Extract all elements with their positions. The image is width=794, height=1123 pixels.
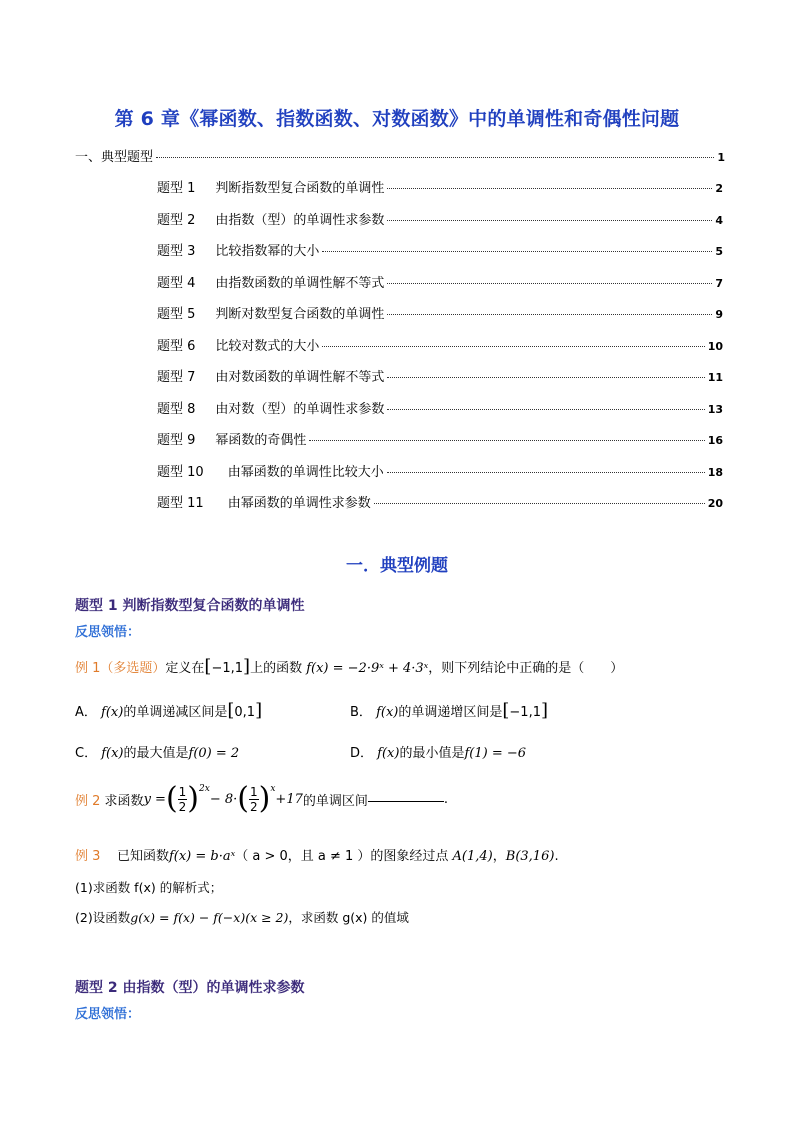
toc-item-text: 比较对数式的大小	[215, 338, 320, 354]
toc-item-label: 题型 9	[157, 433, 196, 448]
toc-item-text: 判断对数型复合函数的单调性	[215, 307, 385, 322]
example-3	[75, 845, 559, 864]
option-b-func: f(x)	[376, 705, 399, 720]
example-3-q2	[75, 908, 409, 926]
bracket: ]	[540, 700, 549, 721]
toc-item-label: 题型 7	[157, 370, 196, 385]
toc-item-page: 18	[707, 465, 723, 479]
example-1-post: ，则下列结论中正确的是（ ）	[428, 661, 624, 676]
toc-leader	[387, 283, 712, 284]
example-2-plus: +17	[275, 791, 303, 807]
toc-item[interactable]	[157, 429, 723, 447]
toc-item-text: 由对数（型）的单调性求参数	[215, 401, 385, 417]
option-c-text: 的最大值是	[123, 746, 189, 761]
option-b-value: −1,1	[509, 705, 541, 720]
option-c-func: f(x)	[101, 746, 124, 761]
example-2-minus: − 8·	[209, 791, 238, 807]
toc-item-text: 由幂函数的单调性比较大小	[227, 464, 384, 480]
option-d-value: f(1) = −6	[464, 746, 527, 761]
example-3-pre: 已知函数	[116, 849, 169, 864]
toc-item-page: 13	[707, 402, 723, 416]
toc-item[interactable]	[157, 461, 723, 479]
toc-item[interactable]	[157, 398, 723, 416]
paren-right: )	[258, 781, 271, 816]
toc-item-label: 题型 3	[157, 244, 196, 259]
toc-leader	[374, 503, 705, 504]
example-1-question	[75, 656, 623, 677]
fraction	[178, 785, 188, 814]
type2-heading: 题型 2 由指数（型）的单调性求参数	[75, 980, 305, 996]
example-2-pre: 求函数	[104, 793, 144, 809]
toc-item[interactable]	[157, 177, 723, 195]
toc-leader	[387, 314, 712, 315]
fraction-den: 2	[178, 799, 187, 814]
exponent-2: x	[270, 784, 276, 794]
toc-top-page: 1	[717, 151, 725, 164]
q2-pre: (2)设函数	[75, 910, 131, 925]
example-3-sep: ，	[492, 849, 506, 864]
toc-item-page: 11	[707, 371, 723, 384]
toc-leader	[387, 409, 704, 410]
example-3-cond: （ a > 0，且 a ≠ 1 ）的图象经过点	[235, 849, 449, 864]
option-b-text: 的单调递增区间是	[398, 705, 503, 720]
example-1-mid: 上的函数	[250, 661, 303, 676]
example-2-label: 例 2	[75, 793, 101, 809]
toc-item-text: 幂函数的奇偶性	[215, 433, 307, 448]
point-b: B(3,16)	[505, 849, 555, 864]
toc-item-page: 16	[707, 434, 723, 447]
example-1-label: 例 1（多选题）	[75, 661, 166, 676]
example-3-q1: (1)求函数 f(x) 的解析式；	[75, 880, 223, 895]
toc-leader	[387, 472, 705, 473]
toc-item-label: 题型 5	[157, 307, 196, 322]
section-title: 一．典型例题	[346, 556, 448, 576]
answer-blank[interactable]	[368, 801, 444, 802]
option-c-value: f(0) = 2	[188, 746, 240, 761]
option-b-label: B．	[350, 705, 372, 720]
toc-item-page: 2	[715, 182, 723, 195]
toc-item-text: 由指数函数的单调性解不等式	[215, 275, 385, 291]
bracket: ]	[255, 700, 263, 721]
toc-item-label: 题型 1	[157, 181, 196, 196]
toc-item[interactable]	[157, 335, 723, 353]
type1-reflect: 反思领悟：	[75, 625, 141, 640]
toc-top[interactable]	[75, 146, 725, 164]
domain-bracket: [	[204, 656, 212, 677]
fraction-den: 2	[249, 799, 258, 814]
fraction-num: 1	[178, 784, 187, 799]
example-1-pre: 定义在	[165, 661, 205, 676]
example-2	[75, 781, 449, 816]
toc-top-label: 一、典型题型	[75, 150, 154, 165]
toc-item-text: 判断指数型复合函数的单调性	[215, 181, 385, 196]
toc-item-label: 题型 8	[157, 401, 196, 417]
toc-item[interactable]	[157, 366, 723, 384]
toc-item-page: 10	[707, 339, 723, 353]
option-a-label: A．	[75, 705, 97, 720]
example-2-post: 的单调区间	[302, 793, 368, 809]
option-a[interactable]	[75, 700, 262, 721]
option-a-func: f(x)	[101, 705, 124, 720]
toc-item-page: 9	[715, 308, 723, 321]
toc-item-label: 题型 11	[157, 496, 204, 511]
option-c[interactable]	[75, 742, 239, 761]
option-d-text: 的最小值是	[399, 746, 465, 761]
exponent-1: 2x	[199, 784, 210, 794]
example-2-y: y =	[143, 791, 166, 807]
option-a-value: 0,1	[234, 705, 256, 720]
example-3-label: 例 3	[75, 849, 101, 864]
toc-item-page: 4	[715, 213, 723, 227]
example-3-end: .	[554, 849, 559, 864]
q2-func: g(x) = f(x) − f(−x)(x ≥ 2)	[130, 910, 289, 925]
example-3-func: f(x) = b·aˣ	[168, 849, 236, 864]
domain-bracket-close: ]	[243, 656, 251, 677]
option-d-func: f(x)	[377, 746, 400, 761]
toc-item-text: 由对数函数的单调性解不等式	[215, 370, 385, 385]
page-title: 第 6 章《幂函数、指数函数、对数函数》中的单调性和奇偶性问题	[114, 108, 680, 130]
example-1-func: f(x) = −2·9ˣ + 4·3ˣ	[306, 661, 429, 676]
toc-item-page: 5	[715, 245, 723, 258]
toc-item[interactable]	[157, 492, 723, 510]
toc-leader	[322, 346, 704, 347]
bracket: [	[502, 700, 510, 721]
toc-item-label: 题型 2	[157, 212, 196, 228]
toc-item[interactable]	[157, 240, 723, 258]
option-d-label: D．	[350, 746, 374, 761]
option-d[interactable]	[350, 742, 526, 761]
fraction-num: 1	[249, 784, 258, 799]
toc-item-label: 题型 10	[157, 464, 204, 480]
paren-right: )	[187, 781, 200, 816]
toc-item[interactable]	[157, 303, 723, 321]
toc-leader	[309, 440, 704, 441]
example-1-domain: −1,1	[211, 661, 244, 676]
point-a: A(1,4)	[452, 849, 493, 864]
toc-item-page: 7	[715, 276, 723, 290]
toc-item-text: 由幂函数的单调性求参数	[227, 496, 371, 511]
toc-item-text: 比较指数幂的大小	[215, 244, 320, 259]
toc-item-page: 20	[707, 497, 723, 510]
option-b[interactable]	[350, 700, 548, 721]
type1-heading: 题型 1 判断指数型复合函数的单调性	[75, 598, 305, 614]
paren-left: (	[237, 781, 249, 816]
toc-leader	[387, 220, 712, 221]
option-c-label: C．	[75, 746, 98, 761]
option-a-text: 的单调递减区间是	[123, 705, 228, 720]
toc-item[interactable]	[157, 272, 723, 290]
paren-left: (	[165, 781, 178, 816]
bracket: [	[227, 700, 235, 721]
toc-item-text: 由指数（型）的单调性求参数	[215, 212, 385, 228]
toc-item-label: 题型 4	[157, 275, 196, 291]
toc-item[interactable]	[157, 209, 723, 227]
q2-post: ，求函数 g(x) 的值域	[288, 910, 409, 925]
toc-leader	[387, 188, 712, 189]
fraction	[249, 785, 259, 814]
toc-leader	[387, 377, 704, 378]
example-2-end: .	[443, 791, 449, 807]
toc-item-label: 题型 6	[157, 338, 196, 354]
toc-leader	[322, 251, 712, 252]
toc-leader	[156, 157, 714, 158]
type2-reflect: 反思领悟：	[75, 1007, 141, 1022]
